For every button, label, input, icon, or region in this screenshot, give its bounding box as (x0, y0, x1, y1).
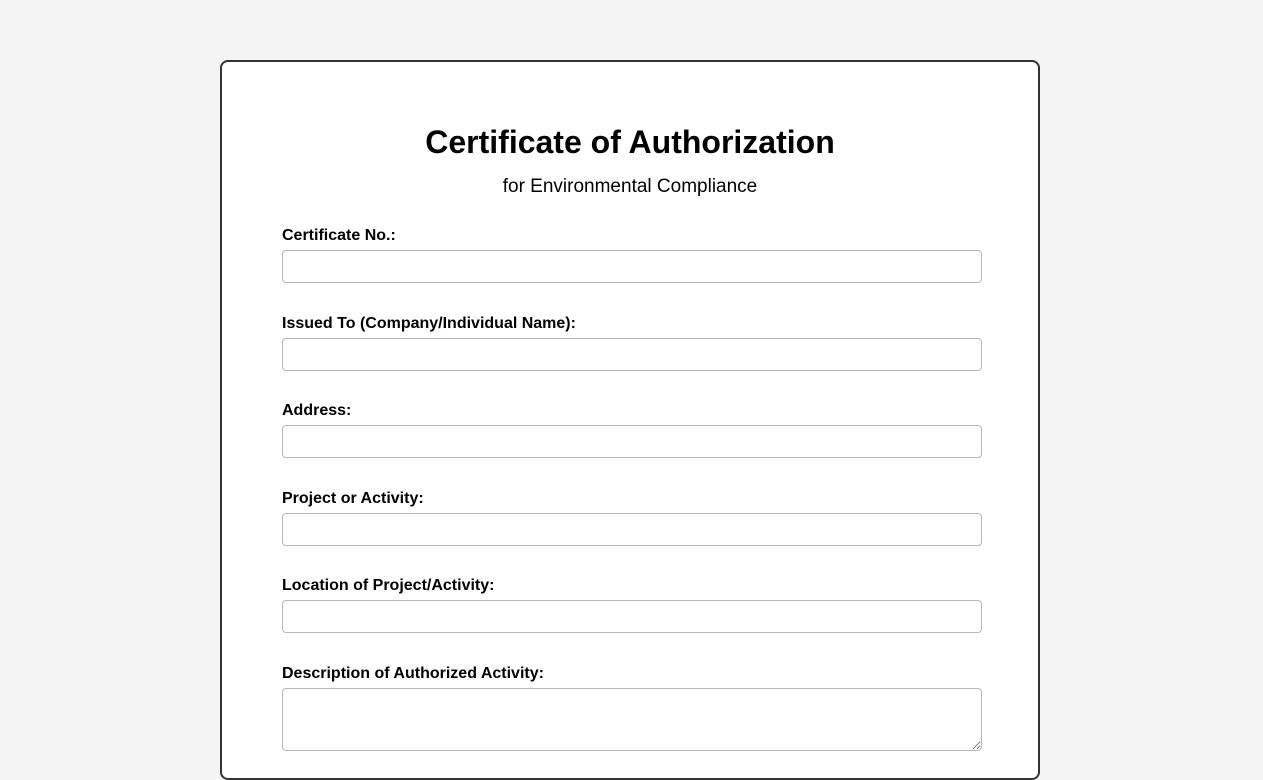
location-label: Location of Project/Activity: (282, 577, 495, 594)
address-label: Address: (282, 402, 352, 419)
certificate-number-input[interactable] (282, 250, 982, 283)
project-activity-group (282, 489, 982, 546)
certificate-form-card (220, 60, 1040, 780)
address-group (282, 401, 982, 458)
certificate-number-label: Certificate No.: (282, 227, 396, 244)
description-textarea[interactable] (282, 688, 982, 751)
location-group (282, 576, 982, 633)
form-title: Certificate of Authorization (425, 124, 835, 160)
description-label: Description of Authorized Activity: (282, 665, 544, 682)
address-input[interactable] (282, 425, 982, 458)
project-activity-label: Project or Activity: (282, 490, 424, 507)
location-input[interactable] (282, 600, 982, 633)
issued-to-label: Issued To (Company/Individual Name): (282, 315, 576, 332)
form-subtitle: for Environmental Compliance (502, 176, 758, 197)
project-activity-input[interactable] (282, 513, 982, 546)
description-group (282, 664, 982, 751)
certificate-number-group (282, 226, 982, 283)
issued-to-input[interactable] (282, 338, 982, 371)
issued-to-group (282, 314, 982, 371)
